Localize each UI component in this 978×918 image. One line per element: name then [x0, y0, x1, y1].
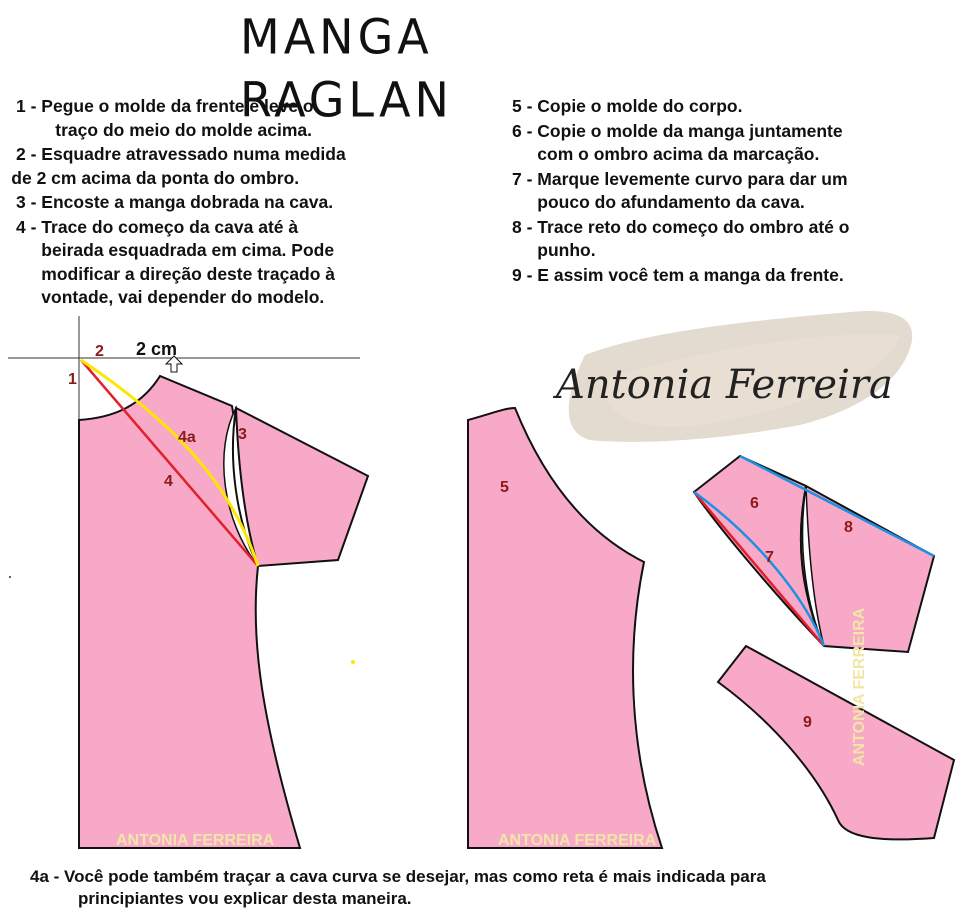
step-number: 9 -	[512, 264, 538, 285]
page-title: MANGA RAGLAN	[240, 8, 453, 128]
step-number: 5 -	[512, 96, 538, 116]
label-4a: 4a	[178, 429, 196, 446]
step-number: 6 -	[512, 120, 538, 141]
watermark-2: ANTONIA FERREIRA	[498, 832, 657, 849]
step-text: punho.	[537, 240, 596, 260]
watermark-3: ANTONIA FERREIRA	[851, 607, 868, 766]
body-copy	[468, 408, 662, 848]
step-text: Marque levemente curvo para dar um	[537, 168, 848, 189]
step-text: de 2 cm acima da ponta do ombro.	[11, 167, 300, 188]
step-text: modificar a direção deste traçado à	[41, 263, 336, 284]
step-text: Esquadre atravessado numa medida	[41, 144, 346, 164]
step-text: traço do meio do molde acima.	[55, 119, 313, 140]
step-text: beirada esquadrada em cima. Pode	[41, 240, 335, 260]
label-2cm: 2 cm	[136, 339, 178, 359]
signature: Antonia Ferreira	[556, 362, 893, 408]
step-number: 8 -	[512, 216, 538, 237]
step-text: Trace reto do começo do ombro até o	[537, 216, 850, 237]
step-number: 2 -	[16, 144, 42, 164]
step-text: Trace do começo da cava até à	[41, 216, 299, 237]
note-text: principiantes vou explicar desta maneira.	[78, 889, 412, 908]
step-number: 1 -	[16, 96, 42, 116]
dot	[9, 576, 11, 578]
step-text: Copie o molde da manga juntamente	[537, 120, 843, 141]
note-4a	[30, 866, 930, 910]
raglan-sleeve	[718, 646, 954, 839]
step-number: 7 -	[512, 168, 538, 189]
label-3: 3	[238, 426, 247, 443]
label-2: 2	[95, 343, 104, 360]
label-7: 7	[765, 549, 774, 566]
note-text: 4a - Você pode também traçar a cava curva se desejar, mas como reta é mais indicada para	[30, 867, 766, 886]
label-1: 1	[68, 371, 77, 388]
step-text: Pegue o molde da frente e leve o	[41, 96, 314, 116]
step-text: com o ombro acima da marcação.	[537, 144, 820, 164]
watermark-1: ANTONIA FERREIRA	[116, 832, 275, 849]
sleeve	[236, 408, 368, 566]
step-text: E assim você tem a manga da frente.	[537, 264, 844, 285]
step-text: vontade, vai depender do modelo.	[41, 287, 325, 307]
label-4: 4	[164, 473, 173, 490]
step-number: 4 -	[16, 216, 42, 237]
step-number: 3 -	[16, 192, 42, 212]
label-8: 8	[844, 519, 853, 536]
step-text: Encoste a manga dobrada na cava.	[41, 192, 334, 212]
dot	[351, 660, 355, 664]
step-text: pouco do afundamento da cava.	[537, 192, 805, 212]
step-text: Copie o molde do corpo.	[537, 96, 743, 116]
label-9: 9	[803, 714, 812, 731]
label-6: 6	[750, 495, 759, 512]
label-5: 5	[500, 479, 509, 496]
